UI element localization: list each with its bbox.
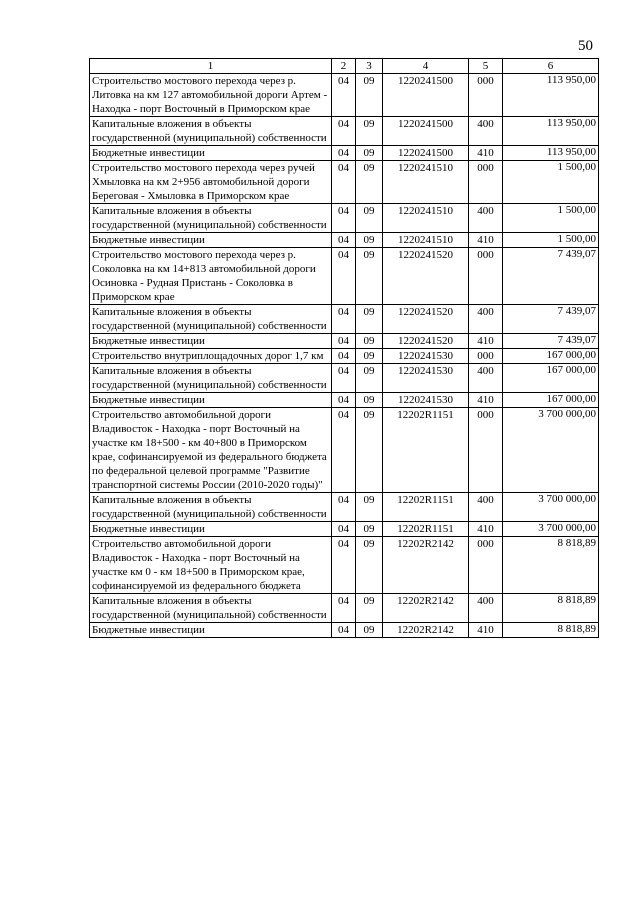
item-name-cell: Строительство мостового перехода через р. Соколовка на км 14+813 автомобильной дороги Осиновка - Рудная Пристань - Соколовка в Приморском крае [90,248,332,305]
item-name-cell: Капитальные вложения в объекты государственной (муниципальной) собственности [90,364,332,393]
code-5-cell: 410 [469,233,503,248]
column-header: 2 [332,59,356,74]
column-header: 4 [383,59,469,74]
item-name-cell: Капитальные вложения в объекты государственной (муниципальной) собственности [90,204,332,233]
amount-cell: 1 500,00 [503,233,599,248]
table-header [90,59,599,74]
code-2-cell: 04 [332,393,356,408]
table-row [90,594,599,623]
column-header: 6 [503,59,599,74]
table-row [90,537,599,594]
page-number: 50 [578,38,593,54]
code-5-cell: 400 [469,305,503,334]
code-2-cell: 04 [332,408,356,493]
code-3-cell: 09 [356,393,383,408]
code-5-cell: 410 [469,522,503,537]
code-4-cell: 1220241520 [383,334,469,349]
code-5-cell: 000 [469,408,503,493]
code-3-cell: 09 [356,364,383,393]
code-4-cell: 12202R2142 [383,594,469,623]
item-name-cell: Строительство мостового перехода через ручей Хмыловка на км 2+956 автомобильной дороги Береговая - Хмыловка в Приморском крае [90,161,332,204]
table-row [90,408,599,493]
code-4-cell: 12202R1151 [383,493,469,522]
amount-cell: 7 439,07 [503,334,599,349]
table-row [90,334,599,349]
code-3-cell: 09 [356,305,383,334]
item-name-cell: Строительство внутриплощадочных дорог 1,7 км [90,349,332,364]
table-row [90,522,599,537]
amount-cell: 113 950,00 [503,74,599,117]
item-name-cell: Бюджетные инвестиции [90,522,332,537]
amount-cell: 8 818,89 [503,623,599,638]
amount-cell: 7 439,07 [503,248,599,305]
amount-cell: 1 500,00 [503,204,599,233]
code-2-cell: 04 [332,334,356,349]
item-name-cell: Капитальные вложения в объекты государственной (муниципальной) собственности [90,117,332,146]
code-4-cell: 1220241520 [383,305,469,334]
code-3-cell: 09 [356,594,383,623]
table-row [90,74,599,117]
code-2-cell: 04 [332,305,356,334]
table-row [90,161,599,204]
table-row [90,364,599,393]
code-2-cell: 04 [332,161,356,204]
item-name-cell: Бюджетные инвестиции [90,334,332,349]
amount-cell: 1 500,00 [503,161,599,204]
code-3-cell: 09 [356,349,383,364]
code-3-cell: 09 [356,74,383,117]
column-header: 5 [469,59,503,74]
table-row [90,248,599,305]
item-name-cell: Бюджетные инвестиции [90,393,332,408]
code-3-cell: 09 [356,117,383,146]
code-4-cell: 1220241500 [383,117,469,146]
code-3-cell: 09 [356,408,383,493]
code-2-cell: 04 [332,522,356,537]
code-3-cell: 09 [356,204,383,233]
code-4-cell: 12202R1151 [383,522,469,537]
code-3-cell: 09 [356,493,383,522]
code-4-cell: 1220241500 [383,74,469,117]
amount-cell: 8 818,89 [503,537,599,594]
code-3-cell: 09 [356,334,383,349]
amount-cell: 113 950,00 [503,146,599,161]
code-5-cell: 000 [469,74,503,117]
code-2-cell: 04 [332,493,356,522]
code-4-cell: 1220241530 [383,393,469,408]
item-name-cell: Капитальные вложения в объекты государственной (муниципальной) собственности [90,305,332,334]
header-row [90,59,599,74]
code-2-cell: 04 [332,248,356,305]
amount-cell: 167 000,00 [503,393,599,408]
code-4-cell: 1220241510 [383,161,469,204]
code-3-cell: 09 [356,537,383,594]
table-row [90,233,599,248]
code-3-cell: 09 [356,161,383,204]
code-2-cell: 04 [332,364,356,393]
code-5-cell: 400 [469,594,503,623]
table-row [90,305,599,334]
code-5-cell: 400 [469,204,503,233]
code-3-cell: 09 [356,623,383,638]
amount-cell: 7 439,07 [503,305,599,334]
code-4-cell: 1220241530 [383,364,469,393]
item-name-cell: Бюджетные инвестиции [90,233,332,248]
code-5-cell: 000 [469,161,503,204]
code-2-cell: 04 [332,233,356,248]
amount-cell: 3 700 000,00 [503,493,599,522]
column-header: 1 [90,59,332,74]
item-name-cell: Капитальные вложения в объекты государственной (муниципальной) собственности [90,594,332,623]
item-name-cell: Строительство мостового перехода через р. Литовка на км 127 автомобильной дороги Артем - Находка - порт Восточный в Приморском крае [90,74,332,117]
code-5-cell: 410 [469,393,503,408]
amount-cell: 167 000,00 [503,349,599,364]
amount-cell: 3 700 000,00 [503,522,599,537]
code-2-cell: 04 [332,623,356,638]
code-4-cell: 1220241530 [383,349,469,364]
item-name-cell: Бюджетные инвестиции [90,623,332,638]
code-2-cell: 04 [332,146,356,161]
column-header: 3 [356,59,383,74]
item-name-cell: Строительство автомобильной дороги Владивосток - Находка - порт Восточный на участке км 0 - км 18+500 в Приморском крае, софинансируемой из федерального бюджета [90,537,332,594]
code-2-cell: 04 [332,349,356,364]
code-3-cell: 09 [356,248,383,305]
table-row [90,204,599,233]
amount-cell: 167 000,00 [503,364,599,393]
table-row [90,623,599,638]
code-2-cell: 04 [332,594,356,623]
item-name-cell: Строительство автомобильной дороги Владивосток - Находка - порт Восточный на участке км 18+500 - км 40+800 в Приморском крае, софинансируемой из федерального бюджета по федеральной целевой программе "Развитие транспортной системы России (2010-2020 годы)" [90,408,332,493]
code-4-cell: 12202R2142 [383,537,469,594]
table-row [90,349,599,364]
code-5-cell: 000 [469,349,503,364]
code-2-cell: 04 [332,204,356,233]
amount-cell: 3 700 000,00 [503,408,599,493]
code-4-cell: 1220241520 [383,248,469,305]
table-row [90,393,599,408]
code-5-cell: 400 [469,493,503,522]
item-name-cell: Бюджетные инвестиции [90,146,332,161]
code-3-cell: 09 [356,233,383,248]
code-2-cell: 04 [332,117,356,146]
code-2-cell: 04 [332,74,356,117]
code-3-cell: 09 [356,522,383,537]
table-row [90,146,599,161]
code-5-cell: 410 [469,334,503,349]
code-4-cell: 1220241510 [383,204,469,233]
amount-cell: 113 950,00 [503,117,599,146]
code-5-cell: 410 [469,623,503,638]
code-5-cell: 000 [469,248,503,305]
code-4-cell: 12202R1151 [383,408,469,493]
budget-table [89,58,599,638]
code-5-cell: 400 [469,117,503,146]
code-3-cell: 09 [356,146,383,161]
table-body [90,74,599,638]
item-name-cell: Капитальные вложения в объекты государственной (муниципальной) собственности [90,493,332,522]
code-5-cell: 000 [469,537,503,594]
code-4-cell: 12202R2142 [383,623,469,638]
code-4-cell: 1220241510 [383,233,469,248]
code-2-cell: 04 [332,537,356,594]
code-5-cell: 400 [469,364,503,393]
amount-cell: 8 818,89 [503,594,599,623]
code-5-cell: 410 [469,146,503,161]
table-row [90,117,599,146]
table-row [90,493,599,522]
code-4-cell: 1220241500 [383,146,469,161]
